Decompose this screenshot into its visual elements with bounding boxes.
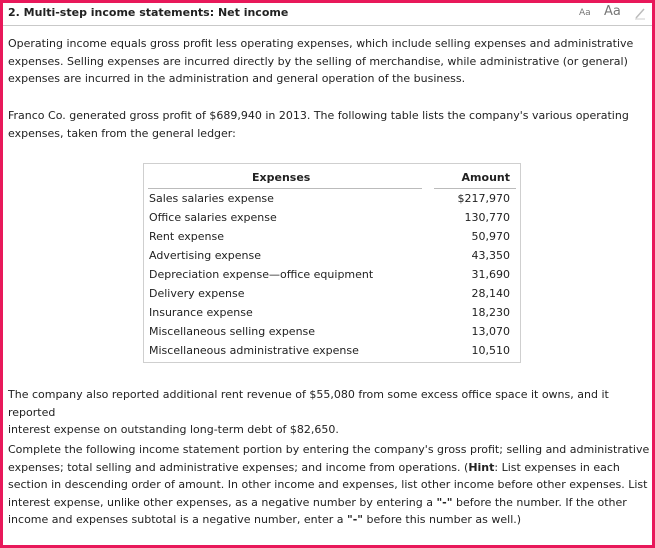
header-divider	[148, 188, 422, 189]
expense-name: Office salaries expense	[149, 211, 277, 224]
table-row	[144, 324, 520, 342]
increase-font-button[interactable]: Aa	[604, 4, 621, 19]
instructions-text: interest expense, unlike other expenses, as a negative number by entering a	[8, 495, 437, 509]
instructions-line: Complete the following income statement portion by entering the company's gross profit; selling and administrative	[8, 443, 650, 456]
intro-line: expenses. Selling expenses are incurred directly by the selling of merchandise, while administrative (or general)	[8, 54, 628, 68]
table-row	[144, 343, 520, 361]
minus-sign-text: "-"	[436, 495, 453, 509]
header-divider	[434, 188, 516, 189]
instructions-text: before the number. If the other	[452, 495, 627, 509]
expense-amount: 28,140	[471, 287, 510, 300]
additional-line: interest expense on outstanding long-term debt of $82,650.	[8, 423, 339, 436]
expense-name: Miscellaneous administrative expense	[149, 344, 359, 357]
table-row	[144, 210, 520, 228]
expense-amount: 10,510	[471, 344, 510, 357]
question-header	[3, 3, 652, 26]
amount-column-header: Amount	[461, 171, 510, 184]
expense-name: Delivery expense	[149, 287, 245, 300]
franco-paragraph	[8, 107, 629, 142]
franco-line: Franco Co. generated gross profit of $689,940 in 2013. The following table lists the company's various operating	[8, 109, 629, 122]
expense-name: Insurance expense	[149, 306, 253, 319]
table-row	[144, 267, 520, 285]
expenses-column-header: Expenses	[252, 171, 311, 184]
expense-name: Depreciation expense—office equipment	[149, 268, 374, 281]
expense-amount: 50,970	[471, 230, 510, 243]
table-row	[144, 229, 520, 247]
expense-amount: 18,230	[471, 306, 510, 319]
table-row	[144, 248, 520, 266]
question-title: 2. Multi-step income statements: Net income	[8, 6, 289, 19]
expense-name: Advertising expense	[149, 249, 262, 262]
expense-amount: $217,970	[457, 192, 510, 205]
intro-paragraph	[8, 35, 633, 88]
expense-amount: 43,350	[471, 249, 510, 262]
intro-line: Operating income equals gross profit less operating expenses, which include selling expenses and administrative	[8, 37, 634, 50]
additional-line: The company also reported additional rent revenue of $55,080 from some excess office space it owns, and it reported	[8, 388, 609, 419]
decrease-font-button[interactable]: Aa	[579, 8, 591, 18]
instructions-text: income and expenses subtotal is a negative number, enter a	[8, 513, 347, 526]
table-row	[144, 191, 520, 209]
expenses-table	[143, 163, 521, 363]
expense-amount: 13,070	[471, 325, 510, 338]
table-row	[144, 286, 520, 304]
expense-amount: 130,770	[464, 211, 510, 224]
instructions-text: before this number as well.)	[363, 513, 522, 526]
question-panel	[3, 3, 652, 545]
instructions-line: section in descending order of amount. In other income and expenses, list other income before other expenses. List	[8, 478, 648, 491]
expense-amount: 31,690	[471, 268, 510, 281]
instructions-paragraph	[8, 441, 649, 529]
minus-sign-text: "-"	[346, 513, 364, 526]
hint-label: Hint	[468, 460, 495, 474]
instructions-text: expenses; total selling and administrative expenses; and income from operations. (	[8, 460, 469, 474]
expense-name: Miscellaneous selling expense	[149, 325, 316, 338]
pencil-icon[interactable]	[634, 6, 646, 20]
expense-name: Rent expense	[149, 230, 225, 243]
instructions-text: : List expenses in each	[494, 460, 620, 474]
intro-line: expenses are incurred in the administration and general operation of the business.	[8, 72, 466, 85]
additional-paragraph	[8, 386, 652, 439]
table-row	[144, 305, 520, 323]
expense-name: Sales salaries expense	[149, 192, 274, 205]
franco-line: expenses, taken from the general ledger:	[8, 126, 236, 140]
